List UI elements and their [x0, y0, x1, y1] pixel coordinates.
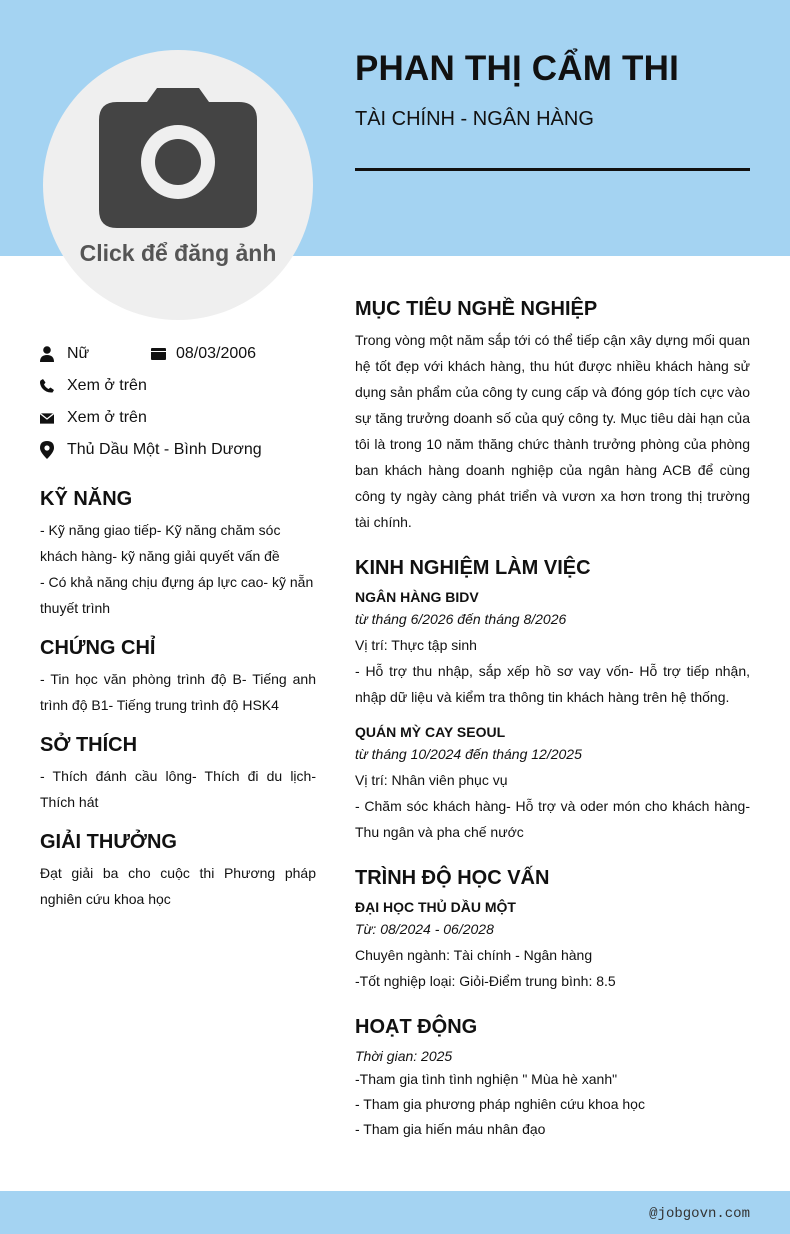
phone-icon: [40, 378, 54, 394]
photo-caption: Click để đăng ảnh: [79, 240, 277, 266]
gender-value: Nữ: [67, 345, 90, 362]
school-name: ĐẠI HỌC THỦ DẦU MỘT: [355, 899, 516, 915]
activity-item: -Tham gia tình tình nghiện " Mùa hè xanh": [355, 1071, 618, 1087]
job-entry: [355, 723, 750, 845]
activities-title: HOẠT ĐỘNG: [355, 1016, 478, 1038]
education-section: [355, 867, 750, 994]
education-grade: -Tốt nghiệp loại: Giỏi-Điểm trung bình: 8.5: [355, 973, 616, 989]
objective-content: Trong vòng một năm sắp tới có thể tiếp cận xây dựng mối quan hệ tốt đẹp với khách hàng, thu hút được nhiều khách hàng sử dụng sản phẩm của công ty cung cấp và đóng góp tích cực vào sự tăng trưởng doanh số của quý công ty. Mục tiêu dài hạn của tôi là trong 10 năm thăng chức thành trưởng phòng của phòng ban khách hàng doanh nghiệp của ngân hàng ACB để cùng công ty ngày càng phát triển và vươn xa hơn trong thị trường tài chính.: [355, 332, 750, 530]
person-icon: [40, 346, 54, 362]
hobbies-section: [40, 734, 316, 815]
email-value: Xem ở trên: [67, 409, 147, 426]
job-period: từ tháng 6/2026 đến tháng 8/2026: [355, 611, 567, 627]
objective-title: MỤC TIÊU NGHỀ NGHIỆP: [355, 298, 598, 320]
job-title: TÀI CHÍNH - NGÂN HÀNG: [355, 108, 594, 130]
job-entry: [355, 588, 750, 710]
objective-section: [355, 298, 750, 535]
address-value: Thủ Dầu Một - Bình Dương: [67, 441, 262, 458]
education-period: Từ: 08/2024 - 06/2028: [355, 921, 494, 937]
education-major: Chuyên ngành: Tài chính - Ngân hàng: [355, 947, 593, 963]
info-row-gender-birthdate: [40, 338, 316, 370]
info-row-email: [40, 402, 316, 434]
birthdate-field: [150, 345, 256, 363]
info-row-phone: [40, 370, 316, 402]
skills-title: KỸ NĂNG: [40, 488, 133, 510]
photo-upload[interactable]: [43, 50, 313, 320]
gender-field: [40, 345, 150, 363]
skills-content: [40, 517, 316, 621]
hobbies-content: - Thích đánh cầu lông- Thích đi du lịch- Thích hát: [40, 768, 316, 810]
email-icon: [40, 410, 54, 426]
phone-value: Xem ở trên: [67, 377, 147, 394]
title-divider: [355, 168, 750, 171]
footer-watermark[interactable]: @jobgovn.com: [649, 1206, 750, 1222]
activity-item: - Tham gia phương pháp nghiên cứu khoa học: [355, 1096, 645, 1112]
awards-title: GIẢI THƯỞNG: [40, 831, 177, 853]
education-title: TRÌNH ĐỘ HỌC VẤN: [355, 867, 550, 889]
experience-title: KINH NGHIỆM LÀM VIỆC: [355, 557, 591, 579]
skills-section: [40, 488, 316, 621]
candidate-name: PHAN THỊ CẨM THI: [355, 49, 680, 88]
job-position: Vị trí: Thực tập sinh: [355, 637, 477, 653]
skills-line: - Kỹ năng giao tiếp- Kỹ năng chăm sóc khách hàng- kỹ năng giải quyết vấn đề: [40, 522, 281, 564]
info-row-address: [40, 434, 316, 466]
job-position: Vị trí: Nhân viên phục vụ: [355, 772, 508, 788]
location-icon: [40, 442, 54, 458]
skills-line: - Có khả năng chịu đựng áp lực cao- kỹ nẵn thuyết trình: [40, 574, 314, 616]
job-description: - Hỗ trợ thu nhập, sắp xếp hồ sơ vay vốn- Hỗ trợ tiếp nhận, nhập dữ liệu và kiểm tra thông tin khách hàng trên hệ thống.: [355, 663, 750, 705]
camera-icon: [97, 88, 259, 230]
right-column: [355, 298, 750, 1142]
hobbies-title: SỞ THÍCH: [40, 734, 138, 756]
awards-content: Đạt giải ba cho cuộc thi Phương pháp nghiên cứu khoa học: [40, 865, 316, 907]
job-description: - Chăm sóc khách hàng- Hỗ trợ và oder món cho khách hàng-Thu ngân và pha chế nước: [355, 798, 750, 840]
activity-item: - Tham gia hiến máu nhân đạo: [355, 1121, 546, 1137]
calendar-icon: [150, 346, 166, 362]
activities-entry: [355, 1045, 750, 1142]
birthdate-value: 08/03/2006: [176, 345, 257, 362]
certificates-title: CHỨNG CHỈ: [40, 637, 156, 659]
job-company: QUÁN MỲ CAY SEOUL: [355, 724, 506, 740]
activities-section: [355, 1016, 750, 1142]
certificates-section: [40, 637, 316, 718]
certificates-content: - Tin học văn phòng trình độ B- Tiếng anh trình độ B1- Tiếng trung trình độ HSK4: [40, 671, 316, 713]
experience-section: [355, 557, 750, 845]
left-column: [40, 338, 316, 912]
education-entry: [355, 898, 750, 994]
awards-section: [40, 831, 316, 912]
job-company: NGÂN HÀNG BIDV: [355, 589, 479, 605]
activities-period: Thời gian: 2025: [355, 1048, 453, 1064]
job-period: từ tháng 10/2024 đến tháng 12/2025: [355, 746, 582, 762]
